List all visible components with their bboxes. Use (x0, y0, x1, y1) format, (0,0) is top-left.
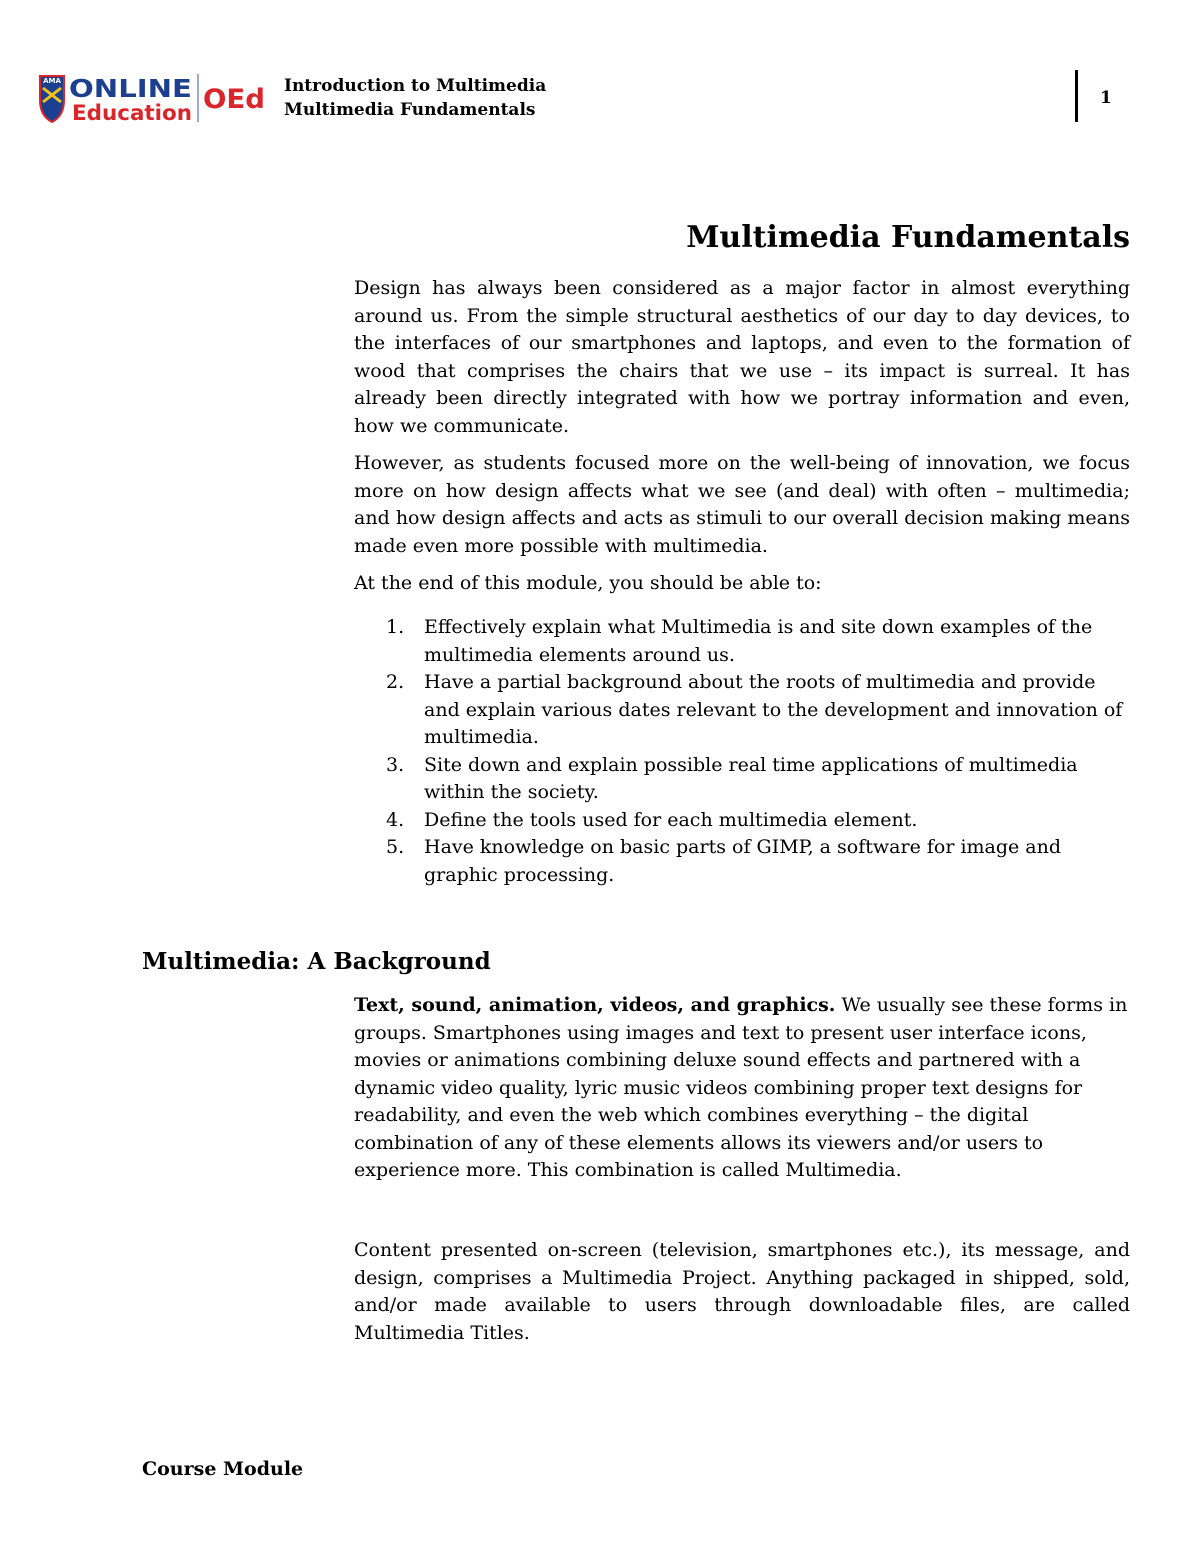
module-title: Multimedia Fundamentals (284, 100, 536, 120)
background-body-text: We usually see these forms in groups. Smartphones using images and text to present user interface icons, movies or animations combining deluxe sound effects and partnered with a dynamic video quality, lyric music videos combining proper text designs for readability, and even the web which combines everything – the digital combination of any of these elements allows its viewers and/or users to experience more. This combination is called Multimedia. (354, 994, 1128, 1181)
section-heading: Multimedia: A Background (142, 948, 491, 975)
logo-oed-text: OEd (203, 84, 265, 115)
objectives-list (386, 614, 1130, 889)
background-paragraph (354, 992, 1130, 1185)
list-item-text: Site down and explain possible real time applications of multimedia within the society. (424, 753, 1078, 803)
list-number: 2. (386, 671, 405, 693)
list-item-text: Have a partial background about the roots of multimedia and provide and explain various dates relevant to the development and innovation of multimedia. (424, 671, 1123, 748)
list-item-text: Effectively explain what Multimedia is and site down examples of the multimedia elements around us. (424, 616, 1093, 666)
list-item (386, 752, 1130, 807)
objectives-lead: At the end of this module, you should be able to: (354, 572, 822, 594)
list-number: 1. (386, 616, 405, 638)
running-header (284, 74, 546, 122)
page-number: 1 (1100, 88, 1112, 108)
list-item (386, 807, 1130, 835)
list-item-text: Define the tools used for each multimedia element. (424, 808, 918, 831)
crest-text: AMA (43, 77, 61, 85)
footer-label: Course Module (142, 1458, 304, 1480)
online-education-logo (36, 70, 268, 126)
list-item (386, 614, 1130, 669)
list-number: 5. (386, 836, 405, 858)
list-item-text: Have knowledge on basic parts of GIMP, a software for image and graphic processing. (424, 836, 1062, 886)
intro-section (354, 275, 1130, 598)
list-item (386, 669, 1130, 752)
list-item (386, 834, 1130, 889)
background-body-text: Content presented on-screen (television, smartphones etc.), its message, and design, comprises a Multimedia Project. Anything packaged in shipped, sold, and/or made available to users through downloadable files, are called Multimedia Titles. (354, 1239, 1130, 1344)
list-number: 4. (386, 808, 405, 831)
course-title: Introduction to Multimedia (284, 76, 547, 96)
intro-paragraph: However, as students focused more on the well-being of innovation, we focus more on how design affects what we see (and deal) with often – multimedia; and how design affects and acts as stimuli to our overall decision making means made even more possible with multimedia. (354, 452, 1130, 557)
header-divider (1075, 70, 1078, 122)
background-paragraph (354, 1237, 1130, 1347)
logo-education-text: Education (72, 101, 192, 125)
intro-paragraph: Design has always been considered as a major factor in almost everything around us. From the simple structural aesthetics of our day to day devices, to the interfaces of our smartphones and laptops, and even to the formation of wood that comprises the chairs that we use – its impact is surreal. It has already been directly integrated with how we portray information and even, how we communicate. (354, 277, 1130, 437)
list-number: 3. (386, 753, 405, 776)
page-title: Multimedia Fundamentals (686, 220, 1130, 255)
logo-online-text: ONLINE (69, 74, 192, 103)
background-lead-bold: Text, sound, animation, videos, and graphics. (354, 994, 836, 1016)
